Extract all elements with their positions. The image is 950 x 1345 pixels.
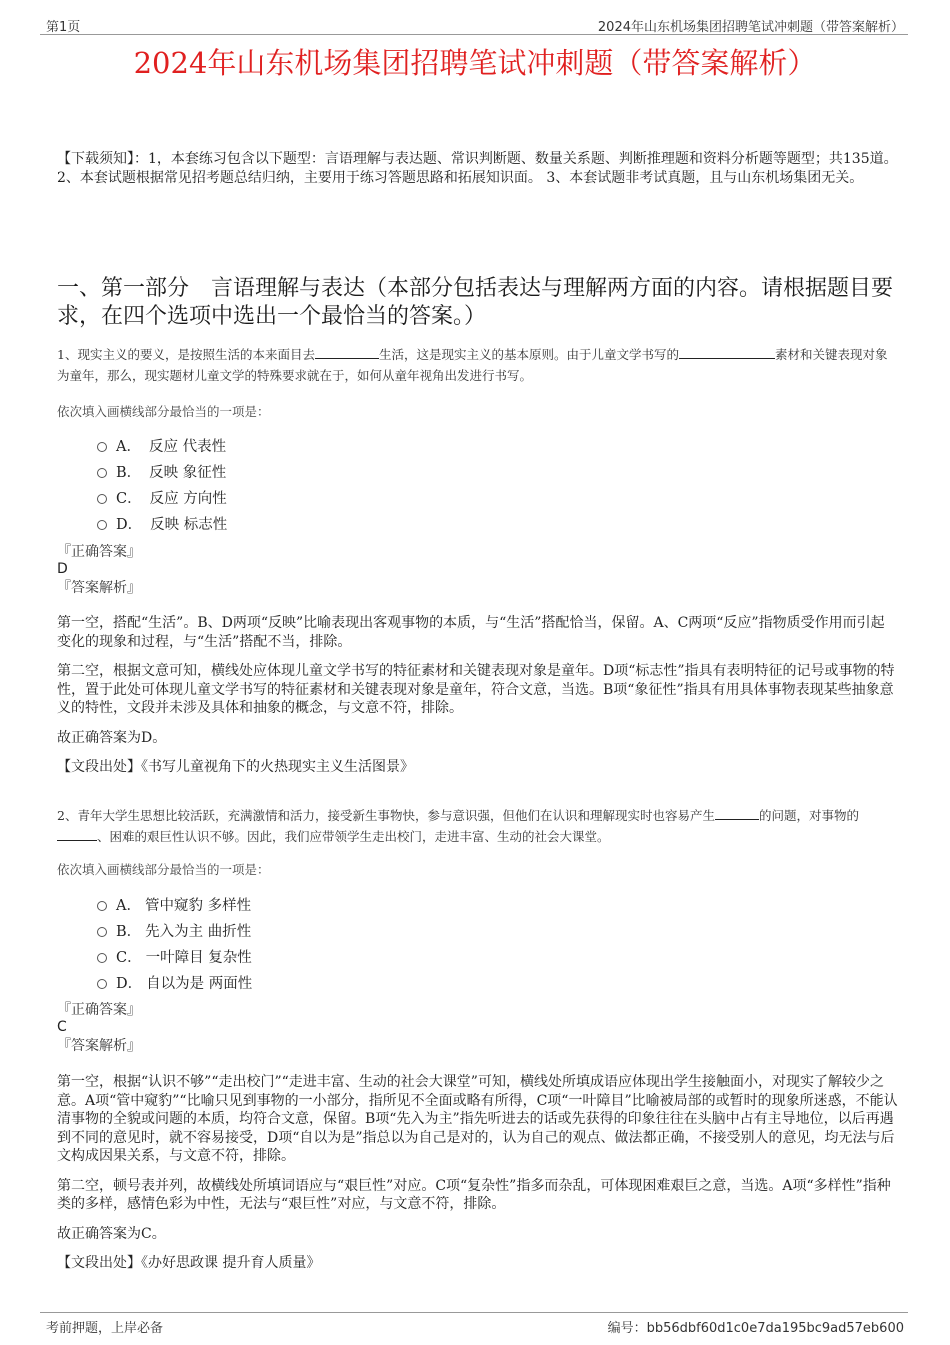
question-2	[57, 805, 898, 1271]
analysis-paragraph: 第一空，搭配“生活”。B、D两项“反映”比喻表现出客观事物的本质，与“生活”搭配恰当，保留。A、C两项“反应”指物质受作用而引起变化的现象和过程，与“生活”搭配不当，排除。	[57, 615, 885, 650]
analysis-paragraph: 第二空，顿号表并列，故横线处所填词语应与“艰巨性”对应。C项“复杂性”指多而杂乱，可体现困难艰巨之意，当选。A项“多样性”指种类的多样，感情色彩为中性，无法与“艰巨性”对应，与文意不符，排除。	[57, 1177, 891, 1212]
page-title: 2024年山东机场集团招聘笔试冲刺题（带答案解析）	[133, 46, 817, 80]
doc-code: 编号：bb56dbf60d1c0e7da195bc9ad57eb600	[607, 1321, 904, 1336]
options-list	[97, 891, 252, 995]
analysis-conclusion: 故正确答案为C。	[57, 1225, 166, 1242]
fill-blank	[315, 358, 379, 359]
answer-label: 『正确答案』	[57, 1002, 141, 1018]
radio-icon[interactable]	[97, 494, 107, 504]
radio-icon[interactable]	[97, 442, 107, 452]
source-citation: 【文段出处】《书写儿童视角下的火热现实主义生活图景》	[57, 759, 414, 775]
fill-blank	[715, 819, 759, 820]
options-list	[97, 432, 227, 536]
question-stem: 2、青年大学生思想比较活跃，充满激情和活力，接受新生事物快，参与意识强，但他们在认识和理解现实时也容易产生 的问题，对事物的、困难的艰巨性认识不够。因此，我们应带领学生走出校门，走进丰富、生动的社会大课堂。	[57, 808, 859, 844]
option-c[interactable]: C． 反应 方向性	[97, 484, 227, 510]
analysis-conclusion: 故正确答案为D。	[57, 729, 167, 746]
page-header	[40, 14, 908, 35]
radio-icon[interactable]	[97, 927, 107, 937]
analysis-label: 『答案解析』	[57, 1038, 141, 1054]
option-c[interactable]: C． 一叶障目 复杂性	[97, 943, 252, 969]
analysis-block	[57, 614, 898, 777]
page-footer	[40, 1312, 908, 1337]
analysis-label: 『答案解析』	[57, 580, 141, 596]
question-prompt: 依次填入画横线部分最恰当的一项是：	[57, 404, 270, 419]
radio-icon[interactable]	[97, 901, 107, 911]
option-a[interactable]: A． 反应 代表性	[97, 432, 227, 458]
question-prompt: 依次填入画横线部分最恰当的一项是：	[57, 862, 270, 877]
radio-icon[interactable]	[97, 979, 107, 989]
option-b[interactable]: B． 反映 象征性	[97, 458, 227, 484]
analysis-block	[57, 1073, 898, 1273]
answer-value: C	[57, 1019, 67, 1035]
option-a[interactable]: A． 管中窥豹 多样性	[97, 891, 252, 917]
option-d[interactable]: D． 反映 标志性	[97, 510, 227, 536]
radio-icon[interactable]	[97, 953, 107, 963]
fill-blank	[679, 358, 775, 359]
download-notice: 【下载须知】：1，本套练习包含以下题型：言语理解与表达题、常识判断题、数量关系题、判断推理题和资料分析题等题型；共135道。 2、本套试题根据常见招考题总结归纳，主要用于练习答题思路和拓展知识面。 3、本套试题非考试真题，且与山东机场集团无关。	[57, 151, 898, 186]
question-stem: 1、现实主义的要义，是按照生活的本来面目去 生活，这是现实主义的基本原则。由于儿童文学书写的 素材和关键表现对象为童年，那么，现实题材儿童文学的特殊要求就在于，如何从童年视角出发进行书写。	[57, 347, 888, 383]
page-number: 第1页	[46, 20, 81, 35]
answer-block	[57, 543, 898, 597]
radio-icon[interactable]	[97, 468, 107, 478]
analysis-paragraph: 第二空，根据文意可知，横线处应体现儿童文学书写的特征素材和关键表现对象是童年。D项“标志性”指具有表明特征的记号或事物的特性，置于此处可体现儿童文学书写的特征素材和关键表现对象是童年，符合文意，当选。B项“象征性”指具有用具体事物表现某些抽象意义的特性，文段并未涉及具体和抽象的概念，与文意不符，排除。	[57, 663, 895, 716]
analysis-paragraph: 第一空，根据“认识不够”“走出校门”“走进丰富、生动的社会大课堂”可知，横线处所填成语应体现出学生接触面小，对现实了解较少之意。A项“管中窥豹”“比喻只见到事物的一小部分，指所见不全面或略有所得，C项“一叶障目”比喻被局部的或暂时的现象所迷惑，不能认清事物的全貌或问题的本质，均符合文意，保留。B项“先入为主”指先听进去的话或先获得的印象往往在头脑中占有主导地位，以后再遇到不同的意见时，就不容易接受，D项“自以为是”指总以为自己是对的，认为自己的观点、做法都正确，不接受别人的意见，均无法与后文构成因果关系，与文意不符，排除。	[57, 1074, 898, 1164]
option-d[interactable]: D． 自以为是 两面性	[97, 969, 252, 995]
question-1	[57, 344, 898, 775]
source-citation: 【文段出处】《办好思政课 提升育人质量》	[57, 1255, 321, 1271]
answer-block	[57, 1001, 898, 1055]
header-doc-title: 2024年山东机场集团招聘笔试冲刺题（带答案解析）	[597, 20, 904, 35]
footer-slogan: 考前押题，上岸必备	[46, 1321, 164, 1336]
fill-blank	[57, 840, 97, 841]
section-heading: 一、第一部分 言语理解与表达（本部分包括表达与理解两方面的内容。请根据题目要求，在四个选项中选出一个最恰当的答案。）	[57, 276, 894, 329]
radio-icon[interactable]	[97, 520, 107, 530]
answer-value: D	[57, 561, 68, 577]
option-b[interactable]: B． 先入为主 曲折性	[97, 917, 252, 943]
answer-label: 『正确答案』	[57, 544, 141, 560]
